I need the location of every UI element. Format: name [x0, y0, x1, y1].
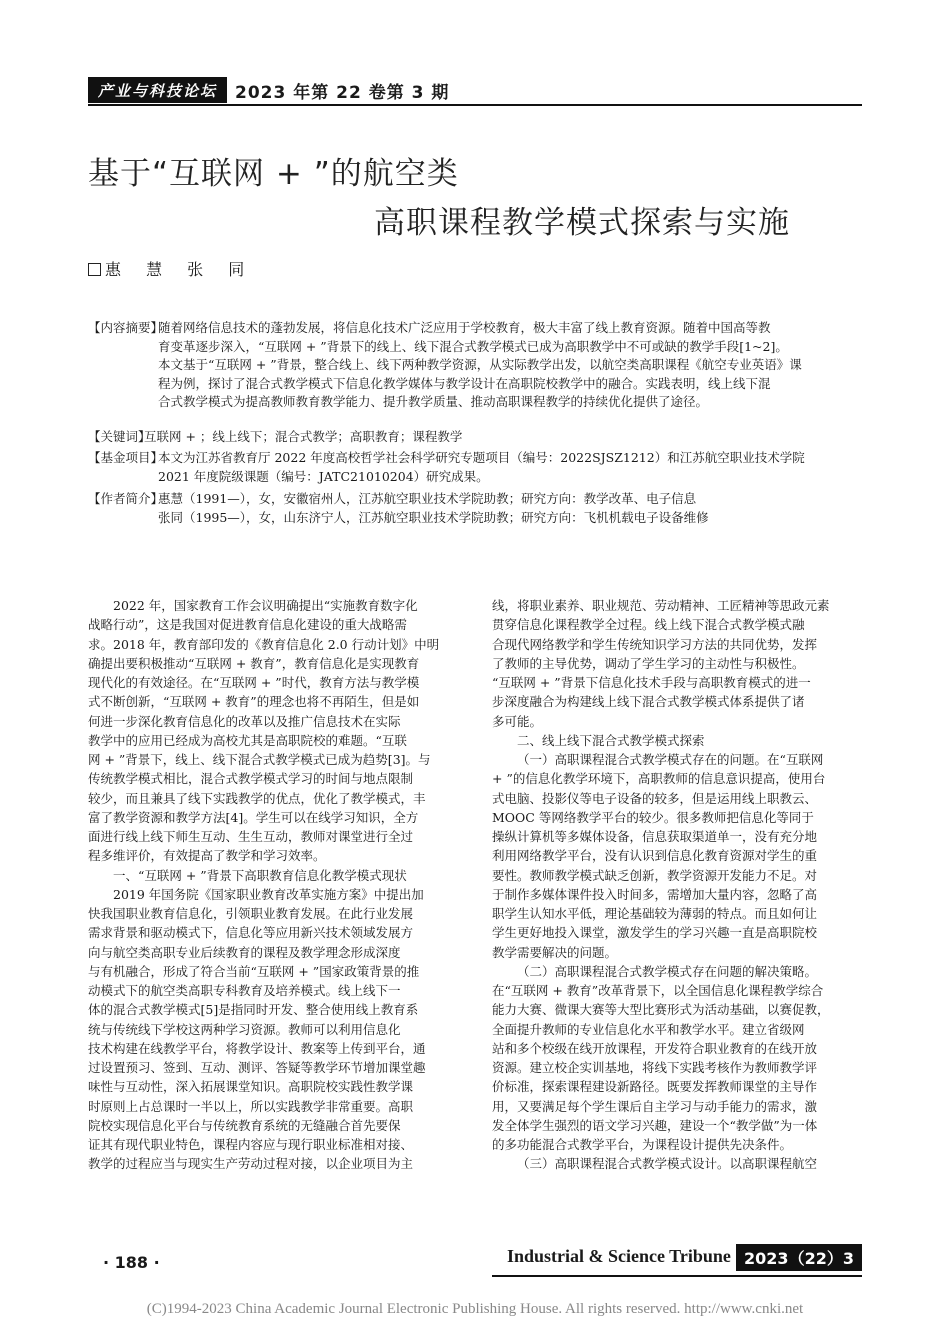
bio-line: 张同（1995—），女，山东济宁人，江苏航空职业技术学院助教；研究方向：飞机机载电子设备维修 [158, 509, 709, 525]
body-line-left: 2019 年国务院《国家职业教育改革实施方案》中提出加 [113, 886, 424, 902]
body-line-left: 快我国职业教育信息化，引领职业教育发展。在此行业发展 [88, 906, 414, 921]
body-line-right: （一）高职课程混合式教学模式存在的问题。在“互联网 [517, 752, 824, 767]
body-line-left: 程多维评价，有效提高了教学和学习效率。 [88, 848, 326, 864]
body-line-right: 学生更好地投入课堂，激发学生的学习兴趣一直是高职院校 [492, 925, 818, 941]
header-rule [88, 104, 862, 106]
body-line-left: 证其有现代职业特色，课程内容应与现行职业标准相对接、 [88, 1137, 414, 1152]
body-line-right: （三）高职课程混合式教学模式设计。以高职课程航空 [517, 1156, 818, 1172]
body-column-right [492, 596, 862, 1174]
body-line-right: 操纵计算机等多媒体设备，信息获取渠道单一，没有充分地 [492, 829, 818, 844]
abstract-line: 本文基于“互联网 + ”背景，整合线上、线下两种教学资源，从实际教学出发，以航空类高职课程《航空专业英语》课 [158, 357, 802, 373]
fund-line: 本文为江苏省教育厅 2022 年度高校哲学社会科学研究专题项目（编号：2022SJSZ1212）和江苏航空职业技术学院 [158, 450, 805, 465]
body-line-right: 的多功能混合式教学平台，为课程设计提供先决条件。 [492, 1137, 793, 1152]
body-line-right: 式电脑、投影仪等电子设备的较多，但是运用线上职教云、 [492, 790, 818, 806]
body-line-left: 现代化的有效途径。在“互联网 + ”时代，教育方法与教学模 [88, 675, 420, 690]
body-line-right: 步深度融合为构建线上线下混合式教学模式体系提供了诸 [492, 694, 805, 710]
body-line-right: MOOC 等网络教学平台的较少。很多教师把信息化等同于 [492, 809, 814, 825]
body-line-right: 贯穿信息化课程教学全过程。线上线下混合式教学模式融 [492, 617, 805, 633]
body-line-right: 合现代网络教学和学生传统知识学习方法的共同优势，发挥 [492, 636, 818, 652]
author-names: 惠 慧 张 同 [105, 260, 255, 279]
abstract-text [158, 319, 864, 412]
body-line-right: 线，将职业素养、职业规范、劳动精神、工匠精神等思政元素 [492, 598, 830, 613]
bio-label: 【作者简介】 [88, 491, 164, 506]
page-number: · 188 · [103, 1253, 160, 1272]
fund-text [158, 449, 864, 486]
body-line-left: 时原则上占总课时一半以上，所以实践教学非常重要。高职 [88, 1098, 414, 1114]
body-line-left: 面进行线上线下师生互动、生生互动，教师对课堂进行全过 [88, 829, 414, 844]
authors [88, 257, 254, 280]
abstract-line: 育变革逐步深入，“互联网 + ”背景下的线上、线下混合式教学模式已成为高职教学中不可或缺的教学手段[1~2]。 [158, 338, 788, 354]
column-name-badge: 产业与科技论坛 [88, 77, 227, 103]
body-line-right: “互联网 + ”背景下信息化技术手段与高职教育模式的进一 [492, 675, 811, 690]
body-line-left: 动模式下的航空类高职专科教育及培养模式。线上线下一 [88, 983, 401, 998]
abstract-line: 程为例，探讨了混合式教学模式下信息化教学媒体与教学设计在高职院校教学中的融合。实践表明，线上线下混 [158, 375, 771, 391]
body-line-right: 利用网络教学平台，没有认识到信息化教育资源对学生的重 [492, 848, 818, 864]
bio-text [158, 490, 864, 527]
body-column-left [88, 596, 458, 1174]
body-line-right: 能力大赛、微课大赛等大型比赛形式为活动基础，以赛促教， [492, 1002, 830, 1018]
keywords-line: 互联网 + ；线上线下；混合式教学；高职教育；课程教学 [144, 429, 463, 444]
body-line-left: 一、“互联网 + ”背景下高职教育信息化教学模式现状 [113, 867, 407, 883]
body-line-left: 教学的过程应当与现实生产劳动过程对接，以企业项目为主 [88, 1156, 414, 1172]
body-line-right: 发全体学生强烈的语文学习兴趣，建设一个“教学做”为一体 [492, 1117, 818, 1133]
body-line-left: 网 + ”背景下，线上、线下混合式教学模式已成为趋势[3]。与 [88, 752, 431, 767]
article-title-line-2: 高职课程教学模式探索与实施 [374, 205, 790, 241]
body-line-left: 求。2018 年，教育部印发的《教育信息化 2.0 行动计划》中明 [88, 636, 440, 652]
keywords-label: 【关键词】 [88, 429, 151, 444]
body-line-right: 用，又要满足每个学生课后自主学习与动手能力的需求，激 [492, 1098, 818, 1114]
body-line-left: 富了教学资源和教学方法[4]。学生可以在线学习知识，全方 [88, 809, 419, 825]
body-line-left: 式不断创新，“互联网 + 教育”的理念也将不再陌生，但是如 [88, 694, 420, 710]
body-line-left: 战略行动”，这是我国对促进教育信息化建设的重大战略需 [88, 617, 407, 633]
article-title-line-1: 基于“互联网 + ”的航空类 [88, 156, 459, 192]
body-line-right: 在“互联网 + 教育”改革背景下，以全国信息化课程教学综合 [492, 983, 824, 998]
bio-line: 惠慧（1991—），女，安徽宿州人，江苏航空职业技术学院助教；研究方向：教学改革、电子信息 [158, 491, 697, 506]
body-line-right: 全面提升教师的专业信息化水平和教学水平。建立省级网 [492, 1021, 805, 1037]
body-line-right: 站和多个校级在线开放课程，开发符合职业教育的在线开放 [492, 1040, 818, 1056]
body-line-right: 资源。建立校企实训基地，将线下实践考核作为教师教学评 [492, 1060, 818, 1075]
body-line-left: 传统教学模式相比，混合式教学模式学习的时间与地点限制 [88, 771, 414, 787]
square-icon [88, 263, 101, 276]
body-line-left: 味性与互动性，深入拓展课堂知识。高职院校实践性教学课 [88, 1079, 414, 1095]
body-line-right: 了教师的主导优势，调动了学生学习的主动性与积极性。 [492, 655, 805, 671]
copyright-notice: (C)1994-2023 China Academic Journal Electronic Publishing House. All rights reserved. http://www.cnki.net [146, 1301, 804, 1317]
body-line-right: （二）高职课程混合式教学模式存在问题的解决策略。 [517, 963, 818, 979]
fund-label: 【基金项目】 [88, 450, 164, 465]
body-line-left: 2022 年，国家教育工作会议明确提出“实施教育数字化 [113, 598, 418, 613]
keywords-text [144, 428, 864, 447]
issue-label: 2023 年第 22 卷第 3 期 [235, 82, 450, 103]
body-line-left: 需求背景和驱动模式下，信息化等应用新兴技术领域发展方 [88, 925, 414, 941]
footer-rule [492, 1275, 862, 1277]
body-line-left: 过设置预习、签到、互动、测评、答疑等教学环节增加课堂趣 [88, 1060, 426, 1075]
issue-badge: 2023（22）3 [736, 1244, 862, 1271]
author-bio-block [88, 490, 864, 527]
abstract-line: 随着网络信息技术的蓬勃发展，将信息化技术广泛应用于学校教育，极大丰富了线上教育资源。随着中国高等教 [158, 320, 771, 335]
body-line-left: 体的混合式教学模式[5]是指同时开发、整合使用线上教育系 [88, 1002, 419, 1018]
journal-name: Industrial & Science Tribune [507, 1246, 731, 1266]
body-line-right: 教学需要解决的问题。 [492, 944, 618, 960]
body-line-left: 教学中的应用已经成为高校尤其是高职院校的难题。“互联 [88, 732, 407, 748]
body-line-right: 职学生认知水平低，理论基础较为薄弱的特点。而且如何让 [492, 906, 818, 921]
keywords-block [88, 428, 864, 447]
body-line-right: 价标准，探索课程建设新路径。既要发挥教师课堂的主导作 [492, 1079, 818, 1095]
body-line-left: 统与传统线下学校这两种学习资源。教师可以利用信息化 [88, 1021, 401, 1037]
body-line-right: 于制作多媒体课件投入时间多，需增加大量内容，忽略了高 [492, 886, 818, 902]
journal-header [88, 77, 449, 103]
fund-line: 2021 年度院级课题（编号：JATC21010204）研究成果。 [158, 468, 489, 484]
abstract-label: 【内容摘要】 [88, 320, 164, 335]
body-line-right: 二、线上线下混合式教学模式探索 [517, 732, 705, 748]
body-line-right: 多可能。 [492, 713, 543, 729]
body-line-right: + ”的信息化教学环境下，高职教师的信息意识提高，使用台 [492, 771, 826, 787]
body-line-left: 院校实现信息化平台与传统教育系统的无缝融合首先要保 [88, 1117, 401, 1133]
body-line-left: 向与航空类高职专业后续教育的课程及教学理念形成深度 [88, 944, 401, 960]
body-line-left: 较少，而且兼具了线下实践教学的优点，优化了教学模式，丰 [88, 790, 426, 806]
body-line-left: 技术构建在线教学平台，将教学设计、教案等上传到平台，通 [88, 1040, 426, 1056]
abstract-line: 合式教学模式为提高教师教育教学能力、提升教学质量、推动高职课程教学的持续优化提供了途径。 [158, 394, 709, 410]
body-line-left: 确提出要积极推动“互联网 + 教育”，教育信息化是实现教育 [88, 655, 420, 671]
fund-block [88, 449, 864, 486]
abstract-block [88, 319, 864, 412]
body-line-right: 要性。教师教学模式缺乏创新，教学资源开发能力不足。对 [492, 867, 818, 883]
body-line-left: 与有机融合，形成了符合当前“互联网 + ”国家政策背景的推 [88, 963, 420, 979]
body-line-left: 何进一步深化教育信息化的改革以及推广信息技术在实际 [88, 713, 401, 729]
